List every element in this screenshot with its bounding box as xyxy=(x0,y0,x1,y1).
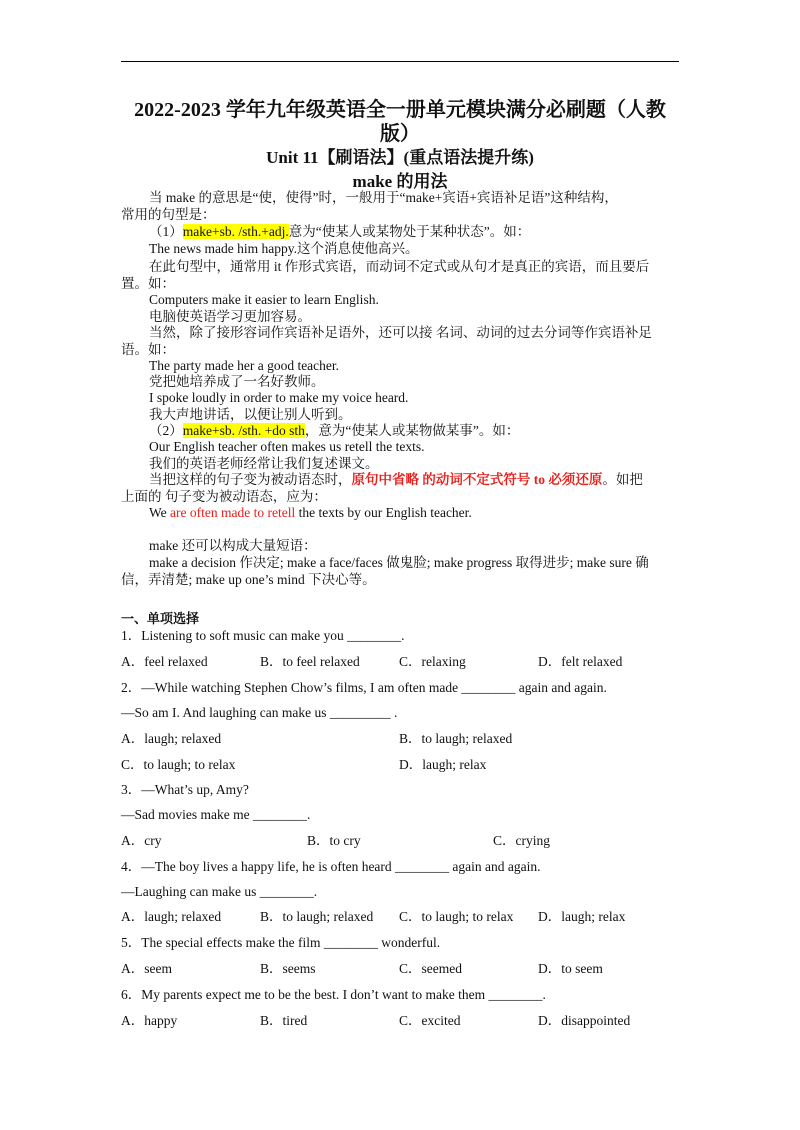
pattern-1 xyxy=(149,224,707,240)
q3-option-a: A．cry xyxy=(121,833,162,848)
q5-option-c: C．seemed xyxy=(399,961,462,976)
q4-option-c: C．to laugh; to relax xyxy=(399,909,514,924)
q6-option-a: A．happy xyxy=(121,1013,178,1028)
q2-option-a: A．laugh; relaxed xyxy=(121,731,222,746)
passive-note-cont: 上面的 句子变为被动语态，应为： xyxy=(121,489,327,504)
q1-option-d: D．felt relaxed xyxy=(538,654,623,669)
phrases-intro: make 还可以构成大量短语： xyxy=(149,538,317,553)
header-rule xyxy=(121,61,679,62)
passive-note xyxy=(149,472,707,488)
passive-example xyxy=(149,505,707,521)
q6-option-d: D．disappointed xyxy=(538,1013,631,1028)
example-5-en: Our English teacher often makes us retell the texts. xyxy=(149,439,425,454)
question-1: 1．Listening to soft music can make you ________. xyxy=(121,628,405,643)
pattern-2-highlight: make+sb. /sth. +do sth xyxy=(182,423,305,438)
example-5-cn: 我们的英语老师经常让我们复述课文。 xyxy=(149,456,379,471)
q1-option-b: B．to feel relaxed xyxy=(260,654,360,669)
question-2: 2．—While watching Stephen Chow’s films, I am often made ________ again and again. xyxy=(121,680,607,695)
passive-example-end: the texts by our English teacher. xyxy=(298,505,472,520)
q3-option-c: C．crying xyxy=(493,833,550,848)
doc-subtitle-unit: Unit 11【刷语法】(重点语法提升练) xyxy=(266,148,534,167)
pattern-2 xyxy=(149,423,707,439)
q1-option-c: C．relaxing xyxy=(399,654,466,669)
intro-paragraph-cont: 常用的句型是： xyxy=(121,207,216,222)
pattern-1-meaning: 意为“使某人或某物处于某种状态”。如： xyxy=(288,224,531,239)
example-1: The news made him happy.这个消息使他高兴。 xyxy=(149,241,419,256)
q5-option-b: B．seems xyxy=(260,961,316,976)
q3-option-b: B．to cry xyxy=(307,833,361,848)
question-2-reply: —So am I. And laughing can make us _________ . xyxy=(121,705,398,720)
example-4-cn: 我大声地讲话，以便让别人听到。 xyxy=(149,407,352,422)
q4-option-a: A．laugh; relaxed xyxy=(121,909,222,924)
doc-subtitle-topic: make 的用法 xyxy=(352,172,448,191)
complement-paragraph: 当然，除了接形容词作宾语补足语外，还可以接 名词、动词的过去分词等作宾语补足 xyxy=(149,325,652,340)
example-2-cn: 电脑使英语学习更加容易。 xyxy=(149,309,311,324)
q2-option-c: C．to laugh; to relax xyxy=(121,757,236,772)
q2-option-d: D．laugh; relax xyxy=(399,757,487,772)
passive-note-end: 。如把 xyxy=(602,472,643,487)
example-3-cn: 党把她培养成了一名好教师。 xyxy=(149,374,325,389)
explanation-paragraph: 在此句型中，通常用 it 作形式宾语，而动词不定式或从句才是真正的宾语，而且要后 xyxy=(149,259,650,274)
example-3-en: The party made her a good teacher. xyxy=(149,358,340,373)
pattern-1-number: （1） xyxy=(149,224,183,239)
passive-example-red: are often made to retell xyxy=(170,505,299,520)
question-5: 5．The special effects make the film ________ wonderful. xyxy=(121,935,441,950)
q6-option-c: C．excited xyxy=(399,1013,461,1028)
explanation-paragraph-cont: 置。如： xyxy=(121,276,175,291)
question-4-reply: —Laughing can make us ________. xyxy=(121,884,318,899)
q6-option-b: B．tired xyxy=(260,1013,308,1028)
question-3: 3．—What’s up, Amy? xyxy=(121,782,249,797)
passive-example-start: We xyxy=(149,505,171,520)
passive-note-text: 当把这样的句子变为被动语态时， xyxy=(149,472,352,487)
q4-option-b: B．to laugh; relaxed xyxy=(260,909,374,924)
q2-option-b: B．to laugh; relaxed xyxy=(399,731,513,746)
passive-note-red: 原句中省略 的动词不定式符号 to 必须还原 xyxy=(351,472,603,487)
pattern-2-number: （2） xyxy=(149,423,183,438)
pattern-2-meaning: ，意为“使某人或某物做某事”。如： xyxy=(304,423,520,438)
question-3-reply: —Sad movies make me ________. xyxy=(121,807,311,822)
section-heading: 一、单项选择 xyxy=(121,612,200,627)
example-2-en: Computers make it easier to learn English. xyxy=(149,292,379,307)
example-4-en: I spoke loudly in order to make my voice heard. xyxy=(149,390,409,405)
q1-option-a: A．feel relaxed xyxy=(121,654,208,669)
pattern-1-highlight: make+sb. /sth.+adj. xyxy=(182,224,289,239)
complement-paragraph-cont: 语。如： xyxy=(121,342,175,357)
q5-option-a: A．seem xyxy=(121,961,172,976)
q5-option-d: D．to seem xyxy=(538,961,603,976)
intro-paragraph: 当 make 的意思是“使，使得”时，一般用于“make+宾语+宾语补足语”这种结构， xyxy=(149,190,618,205)
doc-title-line2: 版） xyxy=(380,123,420,145)
phrases-list-cont: 信，弄清楚; make up one’s mind 下决心等。 xyxy=(121,572,376,587)
doc-title-line1: 2022-2023 学年九年级英语全一册单元模块满分必刷题（人教 xyxy=(134,99,666,121)
question-4: 4．—The boy lives a happy life, he is often heard ________ again and again. xyxy=(121,859,541,874)
question-6: 6．My parents expect me to be the best. I don’t want to make them ________. xyxy=(121,987,546,1002)
q4-option-d: D．laugh; relax xyxy=(538,909,626,924)
phrases-list: make a decision 作决定; make a face/faces 做鬼脸; make progress 取得进步; make sure 确 xyxy=(149,555,649,570)
